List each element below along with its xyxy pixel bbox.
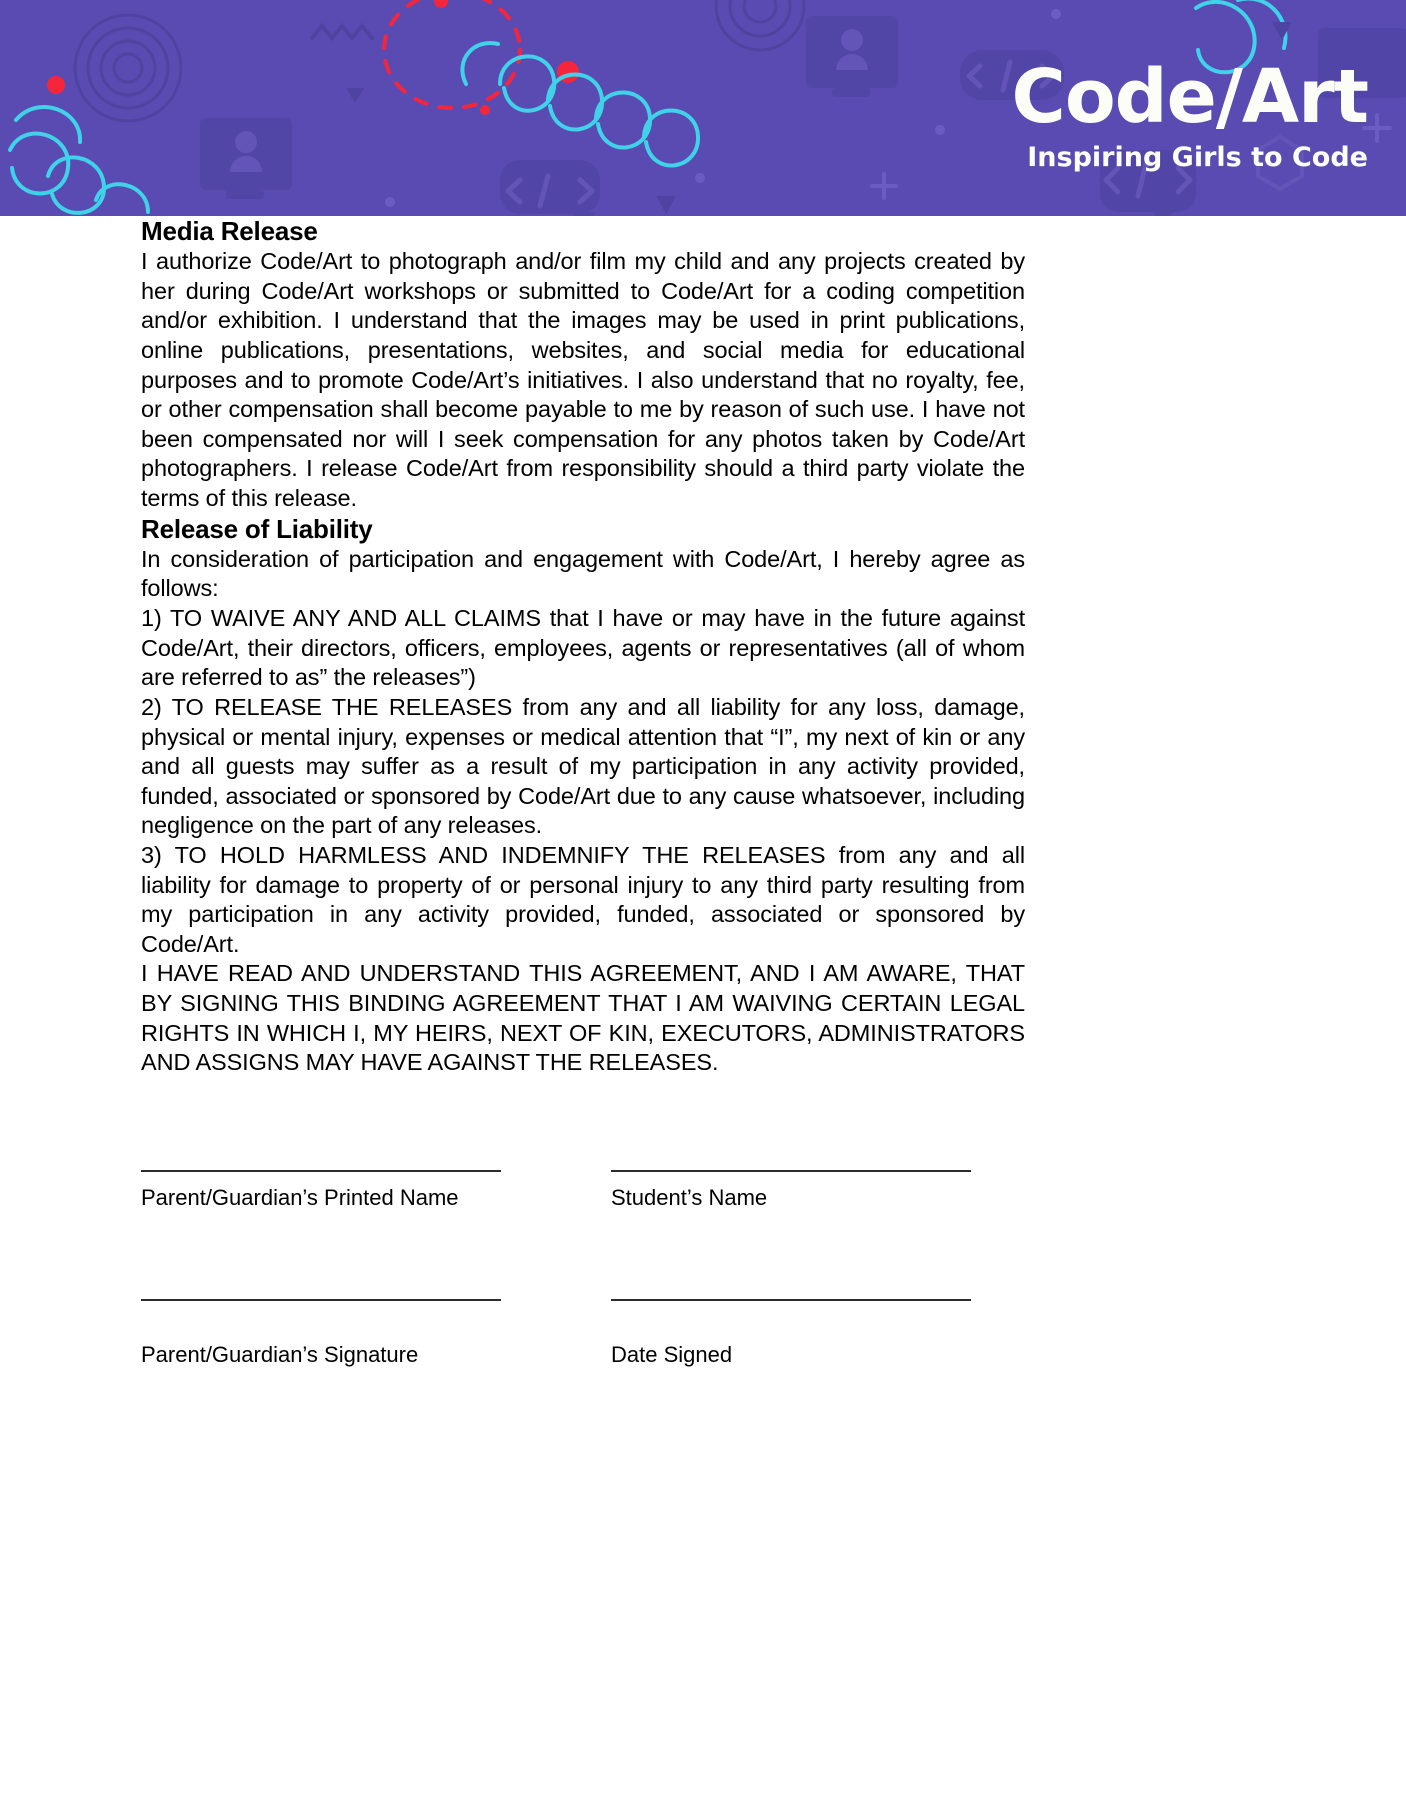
acknowledgment-paragraph: I HAVE READ AND UNDERSTAND THIS AGREEMENT, AND I AM AWARE, THAT BY SIGNING THIS BINDING AGREEMENT THAT I AM WAIVING CERTAIN LEGAL RIGHTS IN WHICH I, MY HEIRS, NEXT OF KIN, EXECUTORS, ADMINISTRATORS AND ASSIGNS MAY HAVE AGAINST THE RELEASES. xyxy=(141,960,1025,1076)
field-label-student-name: Student’s Name xyxy=(611,1184,768,1210)
media-release-heading: Media Release xyxy=(141,216,318,246)
media-release-paragraph: I authorize Code/Art to photograph and/or film my child and any projects created by her during Code/Art workshops or submitted to Code/Art for a coding competition and/or exhibition. I understand that the images may be used in print publications, online publications, presentations, websites, and social media for educational purposes and to promote Code/Art’s initiatives. I also understand that no royalty, fee, or other compensation shall become payable to me by reason of such use. I have not been compensated nor will I seek compensation for any photos taken by Code/Art photographers. I release Code/Art from responsibility should a third party violate the terms of this release. xyxy=(141,248,1025,512)
field-date-signed[interactable] xyxy=(611,1299,971,1369)
document-page xyxy=(0,216,1406,1369)
field-label-parent-printed-name: Parent/Guardian’s Printed Name xyxy=(141,1184,459,1210)
document-content xyxy=(141,216,1025,1369)
brand-lockup xyxy=(1011,54,1368,175)
signature-rule[interactable] xyxy=(611,1170,971,1172)
signature-rule[interactable] xyxy=(611,1299,971,1301)
liability-clause-3: 3) TO HOLD HARMLESS AND INDEMNIFY THE RELEASES from any and all liability for damage to property of or personal injury to any third party resulting from my participation in any activity provided, funded, associated or sponsored by Code/Art. xyxy=(141,841,1025,957)
field-label-date-signed: Date Signed xyxy=(611,1342,733,1368)
liability-clause-1: 1) TO WAIVE ANY AND ALL CLAIMS that I have or may have in the future against Code/Art, their directors, officers, employees, agents or representatives (all of whom are referred to as” the releases”) xyxy=(141,605,1025,691)
release-of-liability-intro: In consideration of participation and engagement with Code/Art, I hereby agree as follows: xyxy=(141,545,1025,602)
field-label-parent-signature: Parent/Guardian’s Signature xyxy=(141,1342,419,1368)
signature-row-signature xyxy=(141,1299,1025,1369)
signature-row-names xyxy=(141,1170,1025,1212)
release-of-liability-heading: Release of Liability xyxy=(141,513,373,544)
signature-section xyxy=(141,1170,1025,1369)
liability-clause-2: 2) TO RELEASE THE RELEASES from any and all liability for any loss, damage, physical or mental injury, expenses or medical attention that “I”, my next of kin or any and all guests may suffer as a result of my participation in any activity provided, funded, associated or sponsored by Code/Art due to any cause whatsoever, including negligence on the part of any releases. xyxy=(141,693,1025,839)
field-parent-printed-name[interactable] xyxy=(141,1170,501,1212)
signature-rule[interactable] xyxy=(141,1299,501,1301)
brand-name: Code/Art xyxy=(1011,54,1368,140)
field-parent-signature[interactable] xyxy=(141,1299,501,1369)
signature-rule[interactable] xyxy=(141,1170,501,1172)
page-banner xyxy=(0,0,1406,216)
field-student-name[interactable] xyxy=(611,1170,971,1212)
brand-tagline: Inspiring Girls to Code xyxy=(1027,142,1368,174)
